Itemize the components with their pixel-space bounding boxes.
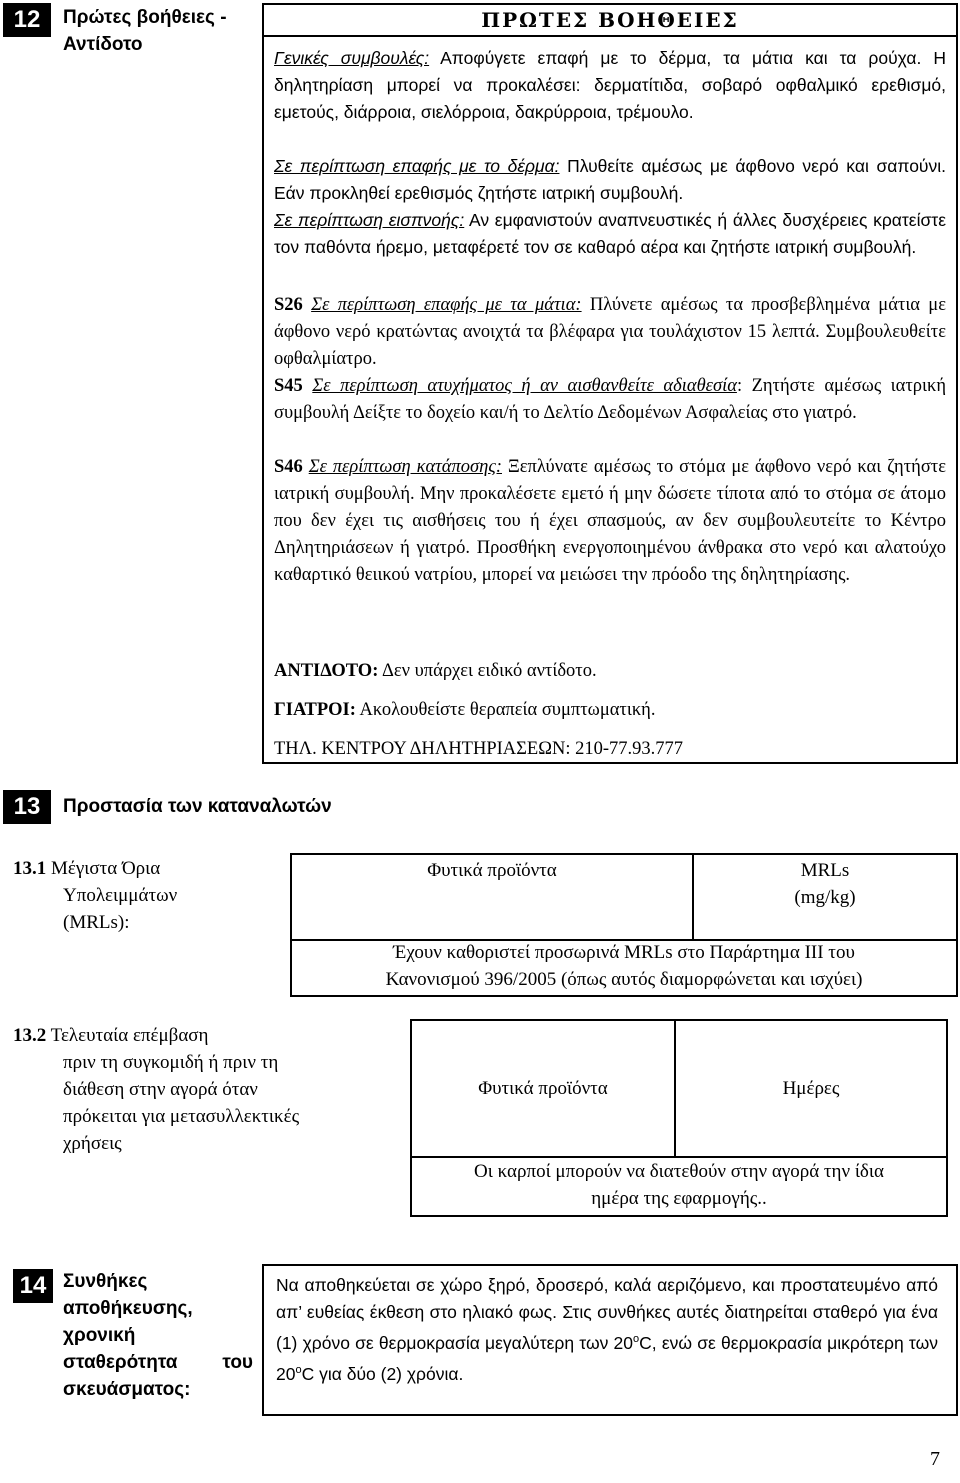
phi-label-line5: χρήσεις: [63, 1133, 122, 1154]
s46-paragraph: [274, 454, 946, 589]
inhalation-label: Σε περίπτωση εισπνοής:: [274, 210, 465, 230]
section-13-number: 13: [3, 790, 51, 824]
storage-text-c: C για δύο (2) χρόνια.: [301, 1363, 464, 1384]
doctors-label: ΓΙΑΤΡΟΙ:: [274, 700, 356, 720]
general-advice-paragraph: [274, 45, 946, 126]
phi-table-note-line1: Οι καρποί μπορούν να διατεθούν στην αγορά την ίδια: [474, 1161, 884, 1182]
mrl-table-col-mrls: [694, 857, 956, 911]
doctors-text: Ακολουθείστε θεραπεία συμπτωματική.: [355, 700, 656, 720]
phi-number: 13.2: [13, 1025, 47, 1046]
section-14-title: [63, 1268, 253, 1403]
antidote-line: [274, 658, 946, 685]
phi-label: [13, 1022, 373, 1157]
phi-table-note-line2: ημέρα της εφαρμογής..: [591, 1188, 767, 1209]
s45-code: S45: [274, 376, 303, 396]
mrl-table-note-line1: Έχουν καθοριστεί προσωρινά MRLs στο Παράρτημα ΙΙΙ του: [393, 942, 855, 963]
s45-paragraph: [274, 373, 946, 427]
mrl-table-note: [292, 939, 956, 993]
skin-contact-paragraph: [274, 153, 946, 207]
mrl-table-note-line2: Κανονισμού 396/2005 (όπως αυτός διαμορφώνεται και ισχύει): [385, 969, 863, 990]
degree-sup-2: ο: [295, 1363, 302, 1376]
s45-label: Σε περίπτωση ατυχήματος ή αν αισθανθείτε αδιαθεσία: [312, 376, 737, 396]
mrl-number: 13.1: [13, 858, 47, 879]
section-14-title-line4a: σταθερότητα: [63, 1352, 178, 1373]
s46-code: S46: [274, 457, 303, 477]
section-14-title-line5: σκευάσματος:: [63, 1379, 191, 1400]
section-12-title: [63, 4, 258, 58]
mrl-table: [290, 853, 958, 997]
phi-label-line4: πρόκειται για μετασυλλεκτικές: [63, 1106, 300, 1127]
inhalation-paragraph: [274, 207, 946, 261]
s46-label: Σε περίπτωση κατάποσης:: [308, 457, 502, 477]
phi-table: [410, 1019, 948, 1217]
s45-text: : Ζητήστε αμέσως ιατρική συμβουλή Δείξτε το δοχείο και/ή το Δελτίο Δεδομένων Ασφαλείας στο γιατρό.: [274, 376, 946, 423]
s26-paragraph: [274, 292, 946, 373]
storage-text: [276, 1272, 938, 1388]
s26-code: S26: [274, 295, 303, 315]
phi-label-line1: Τελευταία επέμβαση: [46, 1025, 209, 1046]
s26-label: Σε περίπτωση επαφής με τα μάτια:: [311, 295, 582, 315]
antidote-text: Δεν υπάρχει ειδικό αντίδοτο.: [378, 661, 597, 681]
doctors-line: [274, 697, 946, 724]
mrl-table-col-mrls-line1: MRLs: [800, 860, 850, 881]
first-aid-heading: ΠΡΩΤΕΣ ΒΟΗΘΕΙΕΣ: [264, 5, 956, 37]
degree-sup-1: ο: [633, 1333, 640, 1345]
mrl-table-col-products: Φυτικά προϊόντα: [427, 860, 557, 881]
phi-table-col-days: Ημέρες: [782, 1078, 840, 1099]
antidote-label: ΑΝΤΙΔΟΤΟ:: [274, 661, 379, 681]
storage-text-a: Να αποθηκεύεται σε χώρο ξηρό, δροσερό, καλά αεριζόμενο, και προστατευμένο από απ’ ευθείας έκθεση στο ηλιακό φως. Στις συνθήκες αυτές διατηρείται σταθερό για ένα (1) χρόνο σε θερμοκρασία μεγαλύτερη των 20: [276, 1275, 938, 1353]
section-14-title-line4b: του: [222, 1352, 253, 1373]
section-14-number: 14: [13, 1269, 53, 1303]
section-14-title-line1: Συνθήκες: [63, 1271, 148, 1292]
inhalation-text: Αν εμφανιστούν αναπνευστικές ή άλλες δυσχέρειες κρατείστε τον παθόντα ήρεμο, μεταφέρετέ τον σε καθαρό αέρα και ζητήστε ιατρική συμβουλή.: [274, 210, 947, 257]
mrl-label-line1: Μέγιστα Όρια: [46, 858, 161, 879]
phi-table-col-products: Φυτικά προϊόντα: [478, 1078, 608, 1099]
s26-text: Πλύνετε αμέσως τα προσβεβλημένα μάτια με άφθονο νερό κρατώντας ανοιχτά τα βλέφαρα για τουλάχιστον 15 λεπτά. Συμβουλευθείτε οφθαλμίατρο.: [274, 295, 946, 369]
section-13-title: Προστασία των καταναλωτών: [63, 796, 332, 817]
storage-text-b: C, ενώ σε θερμοκρασία μικρότερη των 20: [276, 1332, 938, 1384]
mrl-table-col-mrls-line2: (mg/kg): [794, 887, 856, 908]
section-12-number: 12: [3, 3, 51, 37]
phi-label-line2: πριν τη συγκομιδή ή πριν τη: [63, 1052, 279, 1073]
section-14-title-line3: χρονική: [63, 1325, 136, 1346]
section-14-title-line2: αποθήκευσης,: [63, 1298, 193, 1319]
s46-text: Ξεπλύνατε αμέσως το στόμα με άφθονο νερό και ζητήστε ιατρική συμβουλή. Μην προκαλέσετε εμετό ή μην δώσετε τίποτα από το στόμα σε άτομο που δεν έχει τις αισθήσεις του ή έχει σπασμούς, αν δεν συμβουλευτείτε το Κέντρο Δηλητηριάσεων ή γιατρό. Προσθήκη ενεργοποιημένου άνθρακα στο νερό και αλατούχο καθαρτικό θειικού νατρίου, μπορεί να μειώσει την πρόοδο της δηλητηρίασης.: [274, 457, 946, 585]
page-number: 7: [930, 1448, 940, 1470]
general-advice-label: Γενικές συμβουλές:: [274, 48, 430, 68]
storage-box: [262, 1264, 958, 1416]
general-advice-text: Αποφύγετε επαφή με το δέρμα, τα μάτια και τα ρούχα. Η δηλητηρίαση μπορεί να προκαλέσει: δερματίτιδα, σοβαρό οφθαλμικό ερεθισμό, εμετούς, διάρροια, σιελόρροια, δακρύρροια, τρέμουλο.: [274, 48, 946, 122]
section-14-title-line4: [63, 1349, 253, 1376]
skin-contact-text: Πλυθείτε αμέσως με άφθονο νερό και σαπούνι. Εάν προκληθεί ερεθισμός ζητήστε ιατρική συμβουλή.: [274, 156, 946, 203]
skin-contact-label: Σε περίπτωση επαφής με το δέρμα:: [274, 156, 560, 176]
mrl-label-line3: (MRLs):: [63, 912, 130, 933]
mrl-label-line2: Υπολειμμάτων: [63, 885, 178, 906]
phi-label-line3: διάθεση στην αγορά όταν: [63, 1079, 258, 1100]
mrl-label: [13, 855, 243, 936]
first-aid-box: [262, 3, 958, 764]
poison-center-phone: ΤΗΛ. ΚΕΝΤΡΟΥ ΔΗΛΗΤΗΡΙΑΣΕΩΝ: 210-77.93.777: [274, 739, 684, 759]
phi-table-note: [412, 1158, 946, 1212]
section-12-title-line2: Αντίδοτο: [63, 34, 143, 55]
section-12-title-line1: Πρώτες βοήθειες -: [63, 7, 227, 28]
